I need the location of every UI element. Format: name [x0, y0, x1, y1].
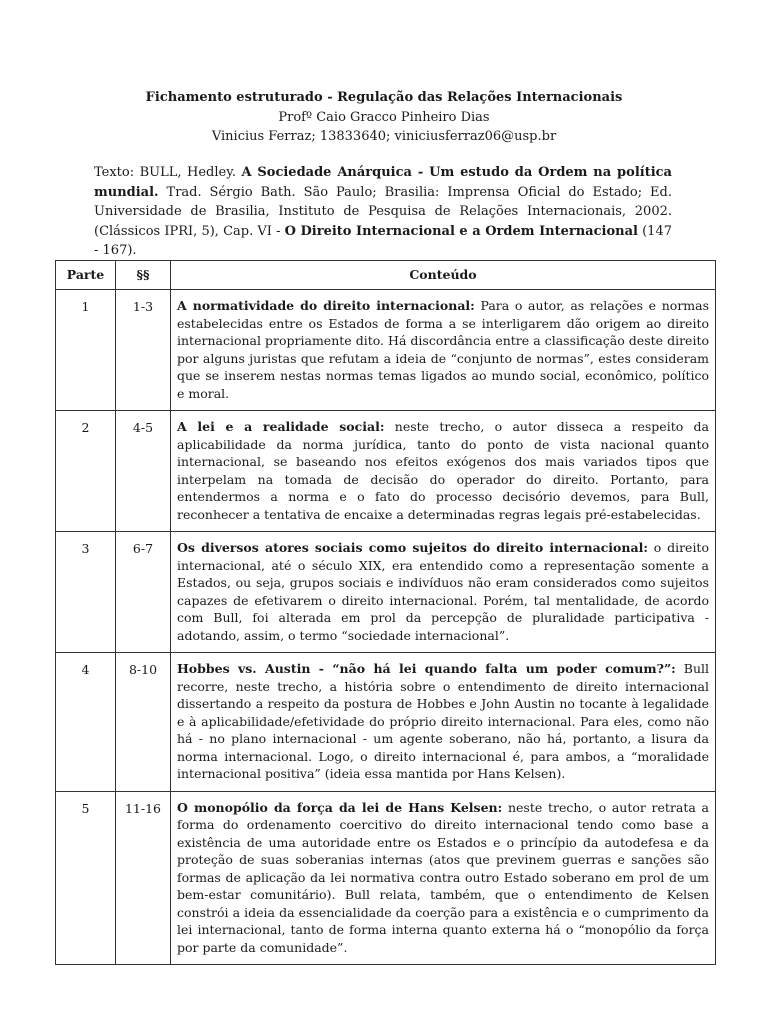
row-paragraphs: 8-10	[116, 653, 171, 792]
table-row	[56, 290, 716, 411]
row-paragraphs: 1-3	[116, 290, 171, 411]
header-parte: Parte	[56, 261, 116, 290]
row-text: Bull recorre, neste trecho, a história sobre o entendimento de direito internacional dissertando a respeito da postura de Hobbes e John Austin no tocante à legalidade e à aplicabilidade/efetividade do próprio direito internacional. Para eles, como não há - no plano internacional - um agente soberano, não há, portanto, a lisura da norma internacional. Logo, o direito internacional é, para ambos, a “moralidade internacional positiva” (ideia essa mantida por Hans Kelsen).	[177, 661, 709, 781]
row-content	[171, 791, 716, 965]
row-content	[171, 290, 716, 411]
document-header	[0, 88, 768, 147]
row-paragraphs: 4-5	[116, 411, 171, 532]
row-content	[171, 532, 716, 653]
table-row	[56, 791, 716, 965]
row-content	[171, 411, 716, 532]
document-title: Fichamento estruturado - Regulação das Relações Internacionais	[145, 90, 623, 105]
row-parte: 5	[56, 791, 116, 965]
row-heading: O monopólio da força da lei de Hans Kelsen:	[177, 799, 503, 815]
header-paragraphs: §§	[116, 261, 171, 290]
row-parte: 4	[56, 653, 116, 792]
row-text: o direito internacional, até o século XIX, era entendido como a representação somente a Estados, ou seja, grupos sociais e indivíduos não eram considerados como sujeitos capazes de efetivarem o direito internacional. Porém, tal mentalidade, de acordo com Bull, foi alterada em prol da percepção de pluralidade participativa - adotando, assim, o termo “sociedade internacional”.	[177, 540, 709, 643]
reference-publication: Trad. Sérgio Bath. São Paulo; Brasilia: Imprensa Oficial do Estado; Ed. Universidade de Brasilia, Instituto de Pesquisa de Relações Internacionais, 2002. (Clássicos IPRI, 5), Cap. VI -	[94, 184, 672, 239]
student-line: Vinicius Ferraz; 13833640; viniciusferraz06@usp.br	[211, 129, 557, 144]
table-row	[56, 532, 716, 653]
row-heading: A lei e a realidade social:	[177, 419, 385, 434]
reference-label: Texto:	[94, 165, 135, 180]
row-parte: 2	[56, 411, 116, 532]
row-parte: 1	[56, 290, 116, 411]
row-heading: A normatividade do direito internacional:	[177, 298, 475, 313]
reference-book-title: A Sociedade Anárquica - Um estudo da Ordem na política mundial.	[94, 165, 672, 200]
table-row	[56, 411, 716, 532]
row-paragraphs: 11-16	[116, 791, 171, 965]
reference-author: BULL, Hedley.	[139, 165, 236, 180]
row-parte: 3	[56, 532, 116, 653]
row-paragraphs: 6-7	[116, 532, 171, 653]
text-reference	[94, 163, 672, 261]
row-text: neste trecho, o autor retrata a forma do ordenamento coercitivo do direito internacional tendo como base a existência de uma autoridade entre os Estados e o princípio da autodefesa e da proteção de suas soberanias internas (atos que previnem guerras e sanções são formas de aplicação da lei normativa contra outro Estado soberano em prol de um bem-estar comunitário). Bull relata, também, que o entendimento de Kelsen constrói a ideia da essencialidade da coerção para a existência e o cumprimento da lei internacional, tanto de forma interna quanto externa há o “monopólio da força por parte da comunidade”.	[177, 799, 709, 955]
reference-pages: (147 - 167).	[94, 223, 672, 258]
professor-line: Profº Caio Gracco Pinheiro Dias	[278, 109, 490, 125]
reference-chapter-title: O Direito Internacional e a Ordem Internacional	[284, 223, 638, 239]
table-header-row	[56, 261, 716, 290]
header-conteudo: Conteúdo	[171, 261, 716, 290]
row-content	[171, 653, 716, 792]
row-text: Para o autor, as relações e normas estabelecidas entre os Estados de forma a se interligarem dão origem ao direito internacional propriamente dito. Há discordância entre a classificação deste direito por alguns juristas que refutam a ideia de “conjunto de normas”, estes consideram que se inserem nestas normas temas ligados ao mundo social, econômico, político e moral.	[177, 298, 710, 401]
table-row	[56, 653, 716, 792]
row-text: neste trecho, o autor disseca a respeito da aplicabilidade da norma jurídica, tanto do ponto de vista nacional quanto internacional, se baseando nos efeitos exógenos dos mais variados tipos que interpelam na tomada de decisão do operador do direito. Portanto, para entendermos a norma e o fato do processo decisório devemos, para Bull, reconhecer a tentativa de encaixe a determinadas regras legais pré-estabelecidas.	[177, 419, 709, 522]
row-heading: Os diversos atores sociais como sujeitos do direito internacional:	[177, 540, 648, 555]
row-heading: Hobbes vs. Austin - “não há lei quando falta um poder comum?”:	[177, 661, 676, 676]
summary-table	[55, 260, 716, 965]
